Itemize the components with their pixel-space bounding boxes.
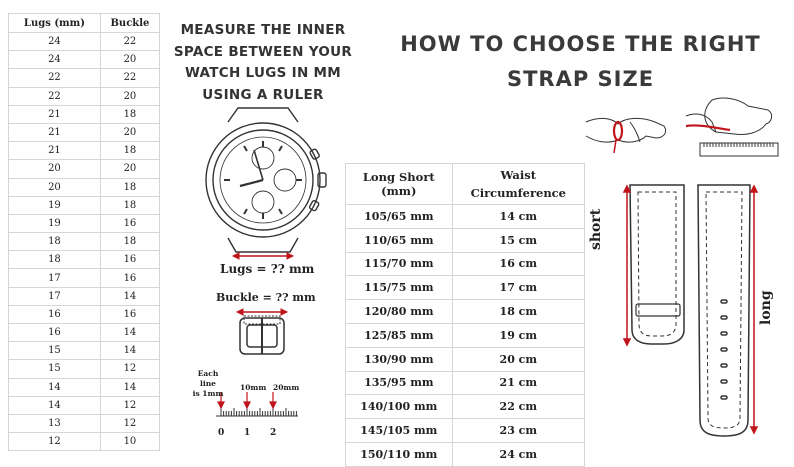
ruler-arrows	[218, 392, 276, 408]
wrist-measure-icon	[586, 98, 778, 156]
lug-width-arrow	[233, 253, 293, 259]
table-row	[346, 347, 585, 371]
table-cell: 24	[9, 51, 101, 69]
strap-hole	[721, 396, 727, 399]
table-cell: 19 cm	[452, 323, 584, 347]
long-label: long	[758, 290, 774, 325]
ruler-tick-label: 2	[270, 428, 277, 438]
table-cell: 14	[100, 378, 159, 396]
table-cell: 18	[100, 142, 159, 160]
strap-hole	[721, 348, 727, 351]
table-cell: 19	[9, 196, 101, 214]
table-cell: 15	[9, 342, 101, 360]
table-cell: 24	[9, 33, 101, 51]
table-cell: 115/70 mm	[346, 252, 453, 276]
ruler-tick-label: 0	[218, 428, 225, 438]
table-cell: 18	[9, 233, 101, 251]
lugs-label: Lugs = ?? mm	[220, 262, 315, 276]
table-row	[346, 442, 585, 466]
title-line: HOW TO CHOOSE THE RIGHT	[400, 32, 761, 56]
table-cell: 10	[100, 433, 159, 451]
table-row	[346, 300, 585, 324]
table-cell: 18	[100, 105, 159, 123]
table-cell: 17	[9, 287, 101, 305]
strap-hole	[721, 380, 727, 383]
instruction-line: WATCH LUGS IN MM	[184, 65, 342, 81]
table-cell: 140/100 mm	[346, 395, 453, 419]
table-cell: 22	[100, 69, 159, 87]
short-strap-icon	[630, 185, 684, 344]
table-cell: 14	[9, 378, 101, 396]
ruler-tick-label: 1	[244, 428, 251, 438]
table-cell: 13	[9, 414, 101, 432]
table-cell: 18	[100, 233, 159, 251]
table-cell: 105/65 mm	[346, 205, 453, 229]
table-cell: 120/80 mm	[346, 300, 453, 324]
table-row	[346, 419, 585, 443]
table-cell: 23 cm	[452, 419, 584, 443]
buckle-icon	[240, 316, 284, 354]
long-strap-icon	[698, 185, 750, 436]
table-cell: 17	[9, 269, 101, 287]
ruler-note-line: Each line	[197, 369, 219, 388]
table-cell: 18 cm	[452, 300, 584, 324]
table-cell: 125/85 mm	[346, 323, 453, 347]
table-row	[346, 228, 585, 252]
column-header: Lugs (mm)	[9, 14, 101, 33]
table-cell: 14	[100, 287, 159, 305]
table-cell: 14 cm	[452, 205, 584, 229]
ruler-10mm-label: 10mm	[240, 383, 267, 392]
table-cell: 135/95 mm	[346, 371, 453, 395]
column-header: Long Short (mm)	[346, 164, 453, 205]
table-cell: 15	[9, 360, 101, 378]
table-cell: 14	[100, 342, 159, 360]
table-cell: 130/90 mm	[346, 347, 453, 371]
table-row	[346, 276, 585, 300]
strap-hole	[721, 300, 727, 303]
ruler-note	[192, 369, 224, 399]
buckle-label: Buckle = ?? mm	[216, 291, 316, 304]
column-header: Buckle	[100, 14, 159, 33]
table-cell: 12	[9, 433, 101, 451]
table-cell: 16	[9, 305, 101, 323]
table-row	[346, 371, 585, 395]
table-row	[346, 252, 585, 276]
table-cell: 20	[9, 178, 101, 196]
table-row	[346, 205, 585, 229]
table-cell: 20 cm	[452, 347, 584, 371]
table-cell: 20	[100, 123, 159, 141]
table-cell: 14	[9, 396, 101, 414]
table-cell: 18	[100, 178, 159, 196]
table-cell: 22	[9, 87, 101, 105]
table-cell: 12	[100, 396, 159, 414]
table-cell: 16	[100, 269, 159, 287]
table-cell: 22	[100, 33, 159, 51]
table-row	[346, 395, 585, 419]
instruction-line: SPACE BETWEEN YOUR	[173, 43, 353, 60]
table-cell: 17 cm	[452, 276, 584, 300]
table-cell: 20	[100, 51, 159, 69]
ruler-20mm-label: 20mm	[273, 383, 300, 392]
strap-hole	[721, 332, 727, 335]
strap-hole	[721, 316, 727, 319]
table-cell: 15 cm	[452, 228, 584, 252]
watch-icon	[206, 108, 326, 252]
table-cell: 12	[100, 414, 159, 432]
strap-hole	[721, 364, 727, 367]
table-cell: 16 cm	[452, 252, 584, 276]
instruction-line: MEASURE THE INNER	[180, 22, 346, 38]
table-header-row	[346, 164, 585, 205]
table-cell: 20	[100, 160, 159, 178]
table-cell: 22 cm	[452, 395, 584, 419]
table-cell: 21 cm	[452, 371, 584, 395]
table-cell: 21	[9, 123, 101, 141]
table-cell: 14	[100, 324, 159, 342]
table-cell: 115/75 mm	[346, 276, 453, 300]
ruler-icon	[216, 405, 298, 416]
table-cell: 12	[100, 360, 159, 378]
strap-size-table	[345, 163, 585, 467]
table-cell: 16	[100, 251, 159, 269]
instruction-line: USING A RULER	[202, 86, 324, 103]
table-cell: 20	[9, 160, 101, 178]
table-cell: 150/110 mm	[346, 442, 453, 466]
table-cell: 21	[9, 142, 101, 160]
table-cell: 18	[9, 251, 101, 269]
ruler-note-line: is 1mm	[192, 389, 224, 398]
table-cell: 18	[100, 196, 159, 214]
table-cell: 24 cm	[452, 442, 584, 466]
long-length-arrow	[751, 186, 757, 433]
table-cell: 145/105 mm	[346, 419, 453, 443]
table-cell: 19	[9, 214, 101, 232]
column-header: Waist Circumference	[452, 164, 584, 205]
title-line: STRAP SIZE	[506, 67, 655, 91]
table-cell: 16	[100, 305, 159, 323]
table-row	[346, 323, 585, 347]
table-cell: 20	[100, 87, 159, 105]
table-cell: 22	[9, 69, 101, 87]
buckle-width-arrow	[237, 309, 287, 315]
short-label: short	[588, 208, 604, 250]
table-cell: 16	[9, 324, 101, 342]
short-length-arrow	[624, 186, 630, 345]
table-cell: 21	[9, 105, 101, 123]
table-cell: 16	[100, 214, 159, 232]
table-cell: 110/65 mm	[346, 228, 453, 252]
